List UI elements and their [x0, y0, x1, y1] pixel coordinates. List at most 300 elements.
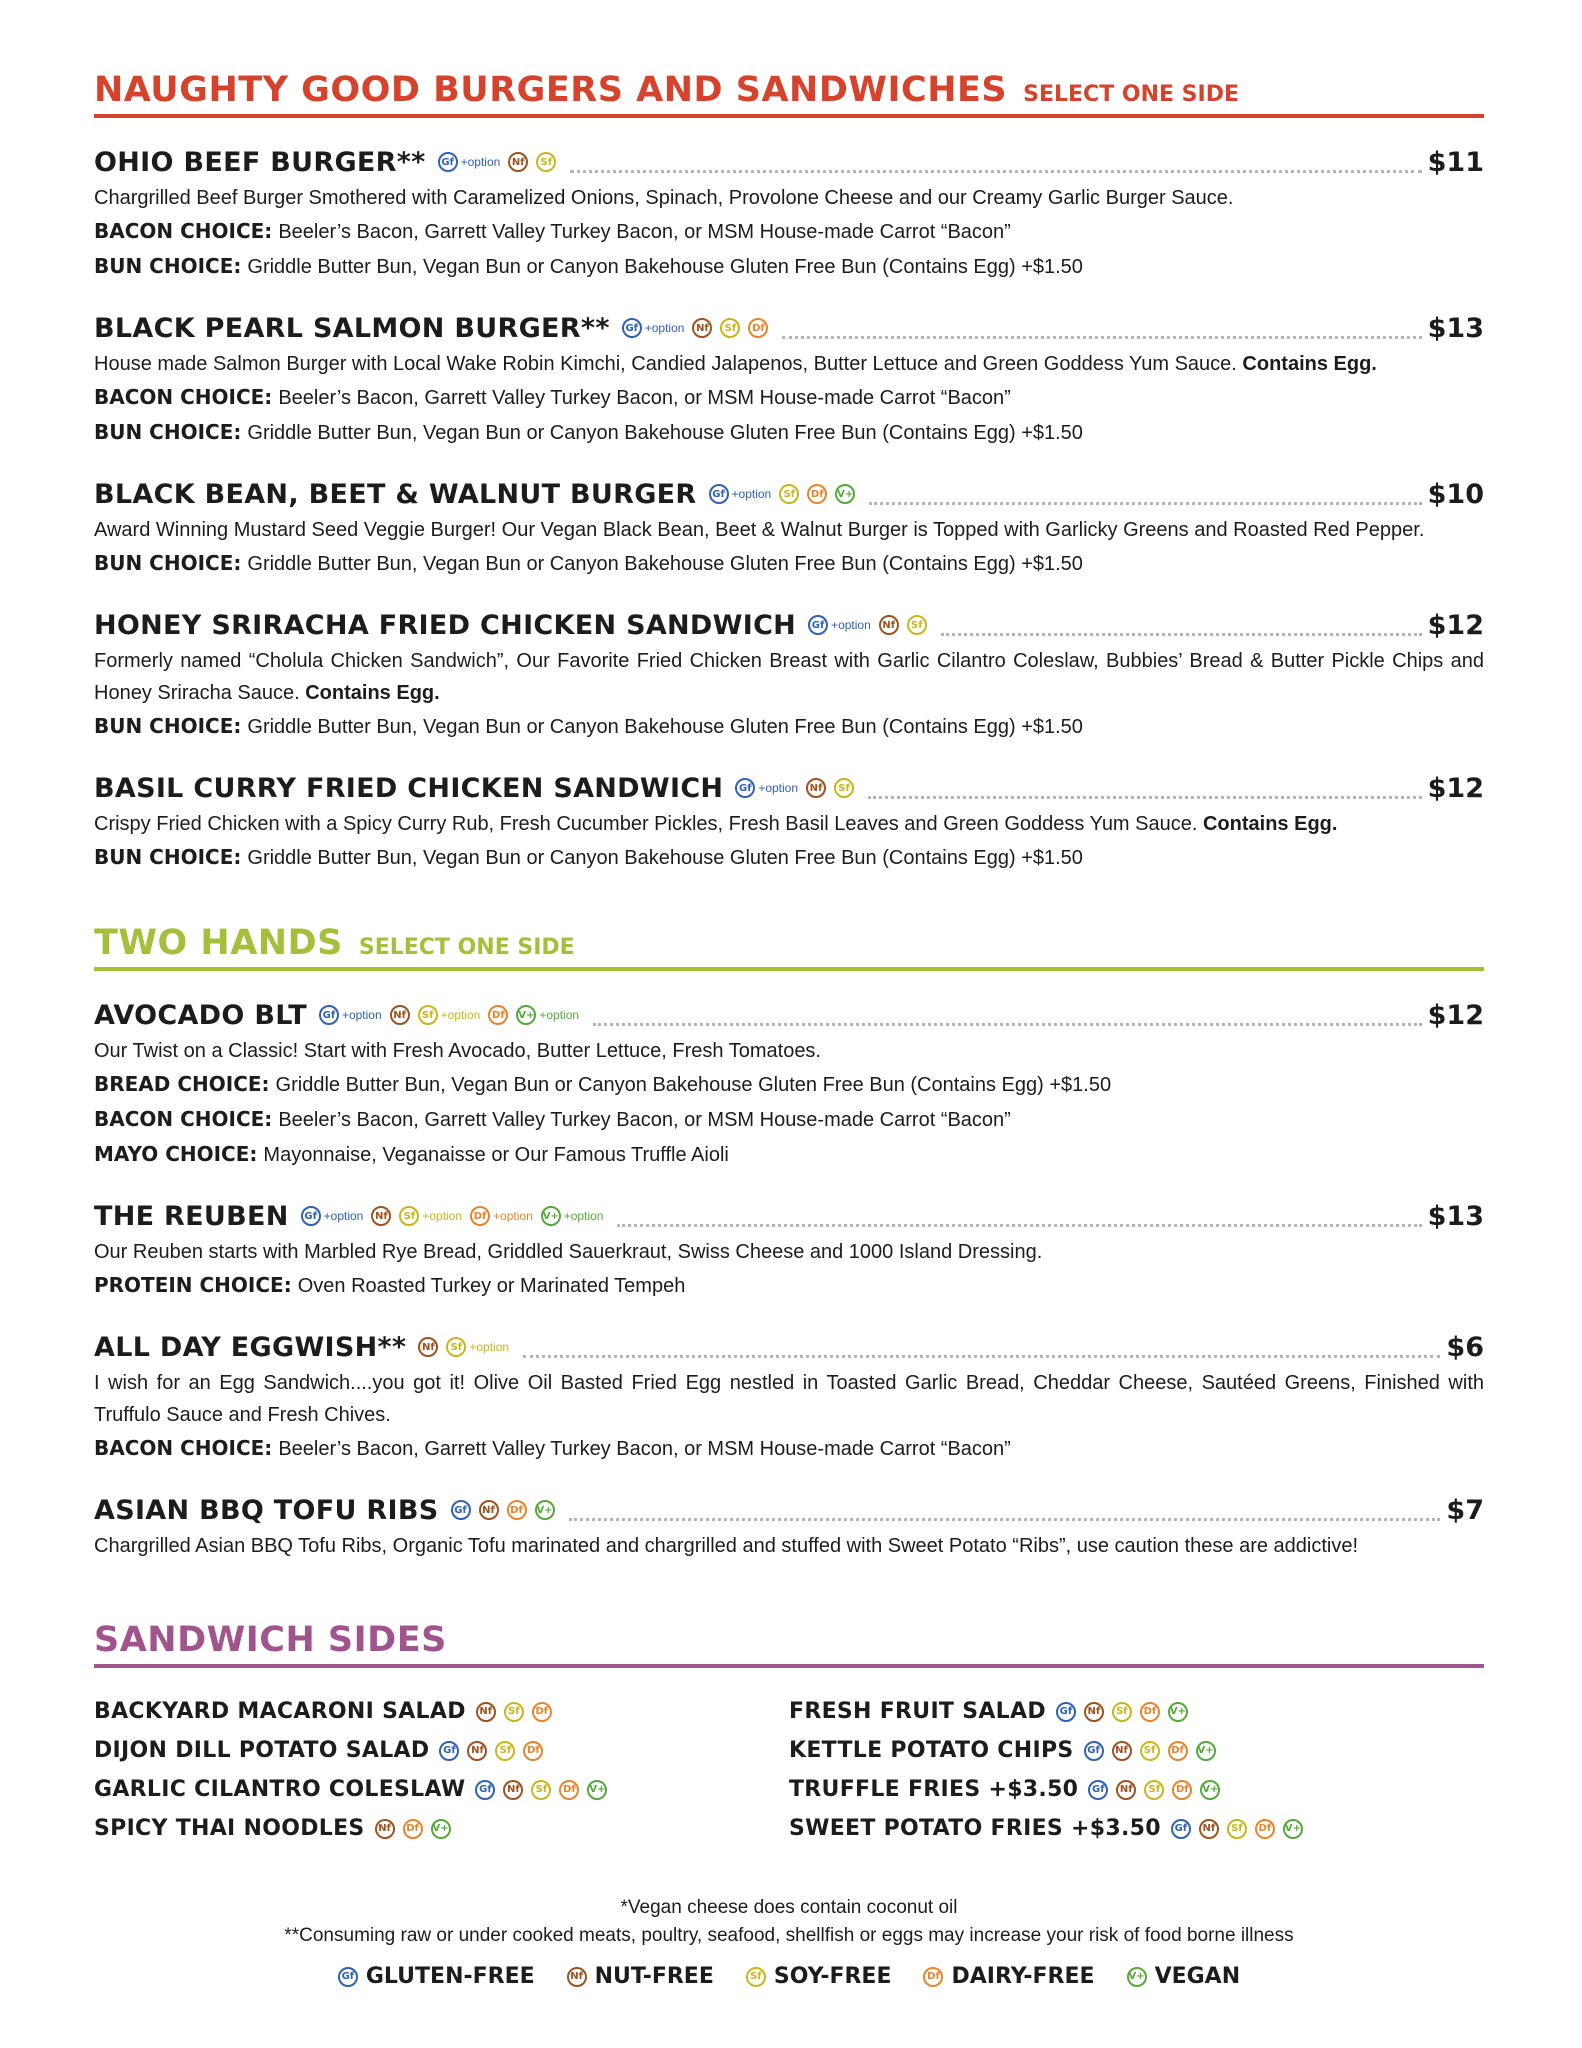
- option-note: +option: [323, 1209, 364, 1223]
- nut-free-icon: Nf: [479, 1500, 499, 1520]
- soy-free-icon: Sf: [1112, 1702, 1132, 1722]
- side-item: [789, 1731, 1484, 1770]
- item-price: $12: [1427, 772, 1484, 804]
- choice-label: BUN CHOICE:: [94, 420, 242, 444]
- dietary-tag: [438, 152, 501, 172]
- dairy-free-icon: Df: [532, 1702, 552, 1722]
- choice-row: [94, 840, 1484, 875]
- dietary-tag: [451, 1500, 471, 1520]
- vegan-icon: V+: [535, 1500, 555, 1520]
- option-note: +option: [440, 1008, 481, 1022]
- soy-free-icon: Sf: [834, 778, 854, 798]
- footnotes: [94, 1894, 1484, 1950]
- dietary-tag: [1172, 1780, 1192, 1800]
- description-text: Formerly named “Cholula Chicken Sandwich”, Our Favorite Fried Chicken Breast with Garlic Cilantro Coleslaw, Bubbies’ Bread & Butter Pickle Chips and Honey Sriracha Sauce.: [94, 650, 1484, 704]
- dietary-tag: [622, 318, 685, 338]
- section-header: [94, 70, 1484, 118]
- item-description: [94, 514, 1484, 546]
- dietary-tag: [1200, 1780, 1220, 1800]
- dietary-tag: [541, 1206, 604, 1226]
- dietary-tag: [1171, 1819, 1191, 1839]
- gluten-free-icon: Gf: [301, 1206, 321, 1226]
- choice-label: BACON CHOICE:: [94, 385, 273, 409]
- dairy-free-icon: Df: [1255, 1819, 1275, 1839]
- gluten-free-icon: Gf: [1084, 1741, 1104, 1761]
- legend-label: SOY-FREE: [773, 1964, 892, 1989]
- dietary-tag: [807, 484, 827, 504]
- dietary-tag: [587, 1780, 607, 1800]
- description-text: Chargrilled Asian BBQ Tofu Ribs, Organic Tofu marinated and chargrilled and stuffed with Sweet Potato “Ribs”, use caution these are addictive!: [94, 1535, 1359, 1557]
- gluten-free-icon: Gf: [1056, 1702, 1076, 1722]
- dairy-free-icon: Df: [748, 318, 768, 338]
- dietary-tag: [301, 1206, 364, 1226]
- side-name: TRUFFLE FRIES +$3.50: [789, 1777, 1079, 1802]
- dietary-tag: [1199, 1819, 1219, 1839]
- item-price: $13: [1427, 1200, 1484, 1232]
- dietary-tag: [507, 1500, 527, 1520]
- nut-free-icon: Nf: [1116, 1780, 1136, 1800]
- legend-item: [567, 1964, 714, 1989]
- vegan-icon: V+: [1127, 1967, 1147, 1987]
- choice-options: Oven Roasted Turkey or Marinated Tempeh: [297, 1275, 686, 1297]
- dietary-tag: [399, 1206, 462, 1226]
- gluten-free-icon: Gf: [438, 152, 458, 172]
- dietary-tags: [622, 318, 777, 338]
- dietary-tag: [418, 1337, 438, 1357]
- nut-free-icon: Nf: [567, 1967, 587, 1987]
- nut-free-icon: Nf: [806, 778, 826, 798]
- option-note: +option: [469, 1340, 510, 1354]
- item-price: $12: [1427, 999, 1484, 1031]
- dietary-tag: [1196, 1741, 1216, 1761]
- choice-options: Griddle Butter Bun, Vegan Bun or Canyon Bakehouse Gluten Free Bun (Contains Egg) +$1.50: [275, 1074, 1112, 1096]
- dietary-tag: [446, 1337, 509, 1357]
- dairy-free-icon: Df: [1168, 1741, 1188, 1761]
- nut-free-icon: Nf: [390, 1005, 410, 1025]
- choice-label: PROTEIN CHOICE:: [94, 1273, 292, 1297]
- dotted-leader: [868, 778, 1422, 799]
- menu-item: [94, 1490, 1484, 1562]
- option-note: +option: [341, 1008, 382, 1022]
- dietary-tags: [375, 1819, 459, 1839]
- dietary-tag: [508, 152, 528, 172]
- soy-free-icon: Sf: [531, 1780, 551, 1800]
- dietary-tag: [748, 318, 768, 338]
- option-note: +option: [831, 618, 871, 632]
- menu-item: [94, 308, 1484, 450]
- choice-options: Beeler’s Bacon, Garrett Valley Turkey Bacon, or MSM House-made Carrot “Bacon”: [278, 387, 1011, 409]
- dietary-tag: [390, 1005, 410, 1025]
- item-name: HONEY SRIRACHA FRIED CHICKEN SANDWICH: [94, 609, 797, 641]
- dietary-tag: [531, 1780, 551, 1800]
- dietary-tag: [523, 1741, 543, 1761]
- item-description: [94, 1530, 1484, 1562]
- nut-free-icon: Nf: [476, 1702, 496, 1722]
- soy-free-icon: Sf: [399, 1206, 419, 1226]
- dietary-tag: [1112, 1702, 1132, 1722]
- side-name: FRESH FRUIT SALAD: [789, 1699, 1046, 1724]
- nut-free-icon: Nf: [467, 1741, 487, 1761]
- item-description: [94, 182, 1484, 214]
- footnote-vegan-cheese: *Vegan cheese does contain coconut oil: [620, 1897, 958, 1918]
- nut-free-icon: Nf: [879, 615, 899, 635]
- dietary-tag: [735, 778, 798, 798]
- sides-grid: [94, 1692, 1484, 1848]
- choice-label: BUN CHOICE:: [94, 714, 242, 738]
- choice-options: Griddle Butter Bun, Vegan Bun or Canyon Bakehouse Gluten Free Bun (Contains Egg) +$1.50: [247, 716, 1083, 738]
- sides-section: [94, 1620, 1484, 1848]
- item-price: $13: [1427, 312, 1484, 344]
- soy-free-icon: Sf: [907, 615, 927, 635]
- dietary-tag: [907, 615, 927, 635]
- dotted-leader: [523, 1337, 1440, 1358]
- choice-options: Beeler’s Bacon, Garrett Valley Turkey Bacon, or MSM House-made Carrot “Bacon”: [278, 1438, 1011, 1460]
- choice-row: [94, 214, 1484, 249]
- dairy-free-icon: Df: [403, 1819, 423, 1839]
- soy-free-icon: Sf: [746, 1967, 766, 1987]
- dietary-tags: [1084, 1741, 1224, 1761]
- choice-label: BACON CHOICE:: [94, 1107, 273, 1131]
- dietary-tag: [403, 1819, 423, 1839]
- item-header: [94, 605, 1484, 645]
- dietary-tag: [535, 1500, 555, 1520]
- section-title: NAUGHTY GOOD BURGERS AND SANDWICHES: [94, 70, 1008, 110]
- dietary-tag: [1116, 1780, 1136, 1800]
- menu-item: [94, 474, 1484, 581]
- legend-label: NUT-FREE: [594, 1964, 714, 1989]
- choice-options: Beeler’s Bacon, Garrett Valley Turkey Bacon, or MSM House-made Carrot “Bacon”: [278, 1109, 1011, 1131]
- legend-item: [338, 1964, 535, 1989]
- legend-label: DAIRY-FREE: [951, 1964, 1095, 1989]
- dietary-tag: [806, 778, 826, 798]
- dietary-tag: [808, 615, 871, 635]
- choice-label: BUN CHOICE:: [94, 254, 242, 278]
- nut-free-icon: Nf: [371, 1206, 391, 1226]
- side-name: DIJON DILL POTATO SALAD: [94, 1738, 430, 1763]
- dairy-free-icon: Df: [488, 1005, 508, 1025]
- choice-label: BREAD CHOICE:: [94, 1072, 270, 1096]
- item-price: $11: [1427, 146, 1484, 178]
- side-name: BACKYARD MACARONI SALAD: [94, 1699, 466, 1724]
- menu-item: [94, 1196, 1484, 1303]
- dietary-tag: [834, 778, 854, 798]
- legend-label: VEGAN: [1154, 1964, 1241, 1989]
- footnote-raw-meat: **Consuming raw or under cooked meats, poultry, seafood, shellfish or eggs may increase your risk of food borne illness: [284, 1925, 1294, 1946]
- dotted-leader: [569, 1500, 1441, 1521]
- item-price: $7: [1446, 1494, 1484, 1526]
- allergen-note: Contains Egg.: [1242, 353, 1377, 375]
- gluten-free-icon: Gf: [709, 484, 729, 504]
- choice-row: [94, 249, 1484, 284]
- choice-options: Mayonnaise, Veganaisse or Our Famous Truffle Aioli: [263, 1144, 729, 1166]
- dietary-tag: [495, 1741, 515, 1761]
- dietary-tags: [1088, 1780, 1228, 1800]
- item-header: [94, 768, 1484, 808]
- sides-column-left: [94, 1692, 789, 1848]
- item-description: [94, 808, 1484, 840]
- option-note: +option: [539, 1008, 580, 1022]
- description-text: I wish for an Egg Sandwich....you got it! Olive Oil Basted Fried Egg nestled in Toasted Garlic Bread, Cheddar Cheese, Sautéed Greens, Finished with Truffulo Sauce and Fresh Chives.: [94, 1372, 1484, 1426]
- legend-label: GLUTEN-FREE: [365, 1964, 535, 1989]
- item-name: BASIL CURRY FRIED CHICKEN SANDWICH: [94, 772, 724, 804]
- gluten-free-icon: Gf: [622, 318, 642, 338]
- menu-section: [94, 923, 1484, 1562]
- dotted-leader: [617, 1206, 1421, 1227]
- choice-label: BUN CHOICE:: [94, 551, 242, 575]
- section-header: [94, 1620, 1484, 1668]
- item-header: [94, 474, 1484, 514]
- option-note: +option: [422, 1209, 463, 1223]
- dietary-tag: [692, 318, 712, 338]
- allergen-note: Contains Egg.: [1202, 813, 1338, 835]
- dotted-leader: [593, 1005, 1422, 1026]
- option-note: +option: [460, 155, 501, 169]
- gluten-free-icon: Gf: [319, 1005, 339, 1025]
- soy-free-icon: Sf: [1144, 1780, 1164, 1800]
- dietary-tag: [709, 484, 772, 504]
- dietary-tag: [532, 1702, 552, 1722]
- nut-free-icon: Nf: [418, 1337, 438, 1357]
- side-name: GARLIC CILANTRO COLESLAW: [94, 1777, 466, 1802]
- allergen-note: Contains Egg.: [305, 682, 440, 704]
- dietary-tag: [418, 1005, 481, 1025]
- dietary-tag: [879, 615, 899, 635]
- choice-row: [94, 380, 1484, 415]
- nut-free-icon: Nf: [692, 318, 712, 338]
- dietary-tag: [1168, 1702, 1188, 1722]
- dietary-tags: [451, 1500, 563, 1520]
- gluten-free-icon: Gf: [439, 1741, 459, 1761]
- dietary-tag: [503, 1780, 523, 1800]
- dairy-free-icon: Df: [807, 484, 827, 504]
- description-text: House made Salmon Burger with Local Wake Robin Kimchi, Candied Jalapenos, Butter Lettuce and Green Goddess Yum Sauce.: [94, 353, 1243, 375]
- menu-section: [94, 70, 1484, 875]
- dietary-tags: [709, 484, 864, 504]
- description-text: Our Twist on a Classic! Start with Fresh Avocado, Butter Lettuce, Fresh Tomatoes.: [94, 1040, 821, 1062]
- dietary-tags: [319, 1005, 587, 1025]
- gluten-free-icon: Gf: [1171, 1819, 1191, 1839]
- dietary-tag: [475, 1780, 495, 1800]
- menu-item: [94, 605, 1484, 744]
- item-description: [94, 1236, 1484, 1268]
- item-description: [94, 645, 1484, 709]
- dietary-tag: [375, 1819, 395, 1839]
- choice-label: BACON CHOICE:: [94, 1436, 273, 1460]
- dairy-free-icon: Df: [1172, 1780, 1192, 1800]
- side-name: KETTLE POTATO CHIPS: [789, 1738, 1074, 1763]
- menu-item: [94, 768, 1484, 875]
- soy-free-icon: Sf: [418, 1005, 438, 1025]
- section-header: [94, 923, 1484, 971]
- dairy-free-icon: Df: [559, 1780, 579, 1800]
- dotted-leader: [570, 152, 1421, 173]
- dairy-free-icon: Df: [923, 1967, 943, 1987]
- choice-row: [94, 1431, 1484, 1466]
- item-description: [94, 1035, 1484, 1067]
- dietary-tag: [479, 1500, 499, 1520]
- dietary-tag: [431, 1819, 451, 1839]
- dietary-tag: [1056, 1702, 1076, 1722]
- side-item: [789, 1770, 1484, 1809]
- soy-free-icon: Sf: [720, 318, 740, 338]
- dotted-leader: [782, 318, 1421, 339]
- option-note: +option: [493, 1209, 533, 1223]
- dairy-free-icon: Df: [523, 1741, 543, 1761]
- dietary-tag: [470, 1206, 533, 1226]
- choice-options: Griddle Butter Bun, Vegan Bun or Canyon Bakehouse Gluten Free Bun (Contains Egg) +$1.50: [247, 847, 1083, 869]
- side-item: [789, 1692, 1484, 1731]
- soy-free-icon: Sf: [779, 484, 799, 504]
- item-header: [94, 1490, 1484, 1530]
- dietary-tag: [476, 1702, 496, 1722]
- vegan-icon: V+: [587, 1780, 607, 1800]
- dietary-tag: [467, 1741, 487, 1761]
- dietary-tag: [439, 1741, 459, 1761]
- sides-column-right: [789, 1692, 1484, 1848]
- nut-free-icon: Nf: [503, 1780, 523, 1800]
- item-header: [94, 142, 1484, 182]
- dietary-tag: [1140, 1702, 1160, 1722]
- dietary-tag: [1144, 1780, 1164, 1800]
- vegan-icon: V+: [516, 1005, 536, 1025]
- side-item: [94, 1809, 789, 1848]
- item-name: ASIAN BBQ TOFU RIBS: [94, 1494, 439, 1526]
- dietary-tag: [1084, 1741, 1104, 1761]
- dietary-tag: [319, 1005, 382, 1025]
- description-text: Award Winning Mustard Seed Veggie Burger! Our Vegan Black Bean, Beet & Walnut Burger is Topped with Garlicky Greens and Roasted Red Pepper.: [94, 519, 1425, 541]
- choice-row: [94, 546, 1484, 581]
- item-name: THE REUBEN: [94, 1200, 289, 1232]
- menu-page: [94, 70, 1484, 1989]
- dietary-tag: [536, 152, 556, 172]
- choice-options: Griddle Butter Bun, Vegan Bun or Canyon Bakehouse Gluten Free Bun (Contains Egg) +$1.50: [247, 256, 1083, 278]
- item-description: [94, 348, 1484, 380]
- dietary-tags: [476, 1702, 560, 1722]
- nut-free-icon: Nf: [1112, 1741, 1132, 1761]
- dietary-tag: [835, 484, 855, 504]
- dietary-tags: [475, 1780, 615, 1800]
- gluten-free-icon: Gf: [451, 1500, 471, 1520]
- option-note: +option: [644, 321, 685, 335]
- vegan-icon: V+: [1200, 1780, 1220, 1800]
- legend-item: [1127, 1964, 1241, 1989]
- soy-free-icon: Sf: [1140, 1741, 1160, 1761]
- item-name: OHIO BEEF BURGER**: [94, 146, 426, 178]
- item-price: $12: [1427, 609, 1484, 641]
- side-item: [789, 1809, 1484, 1848]
- description-text: Crispy Fried Chicken with a Spicy Curry Rub, Fresh Cucumber Pickles, Fresh Basil Leaves and Green Goddess Yum Sauce.: [94, 813, 1203, 835]
- choice-label: BACON CHOICE:: [94, 219, 273, 243]
- dotted-leader: [869, 484, 1421, 505]
- dietary-tag: [1088, 1780, 1108, 1800]
- dietary-tag: [1140, 1741, 1160, 1761]
- item-price: $10: [1427, 478, 1484, 510]
- item-header: [94, 1327, 1484, 1367]
- item-name: BLACK PEARL SALMON BURGER**: [94, 312, 610, 344]
- item-header: [94, 1196, 1484, 1236]
- dietary-tag: [504, 1702, 524, 1722]
- dietary-tags: [301, 1206, 612, 1226]
- soy-free-icon: Sf: [536, 152, 556, 172]
- choice-label: MAYO CHOICE:: [94, 1142, 258, 1166]
- soy-free-icon: Sf: [495, 1741, 515, 1761]
- dietary-tag: [1283, 1819, 1303, 1839]
- nut-free-icon: Nf: [1199, 1819, 1219, 1839]
- dietary-tag: [488, 1005, 508, 1025]
- dietary-tags: [1056, 1702, 1196, 1722]
- dietary-tag: [1227, 1819, 1247, 1839]
- section-title: TWO HANDS: [94, 923, 343, 963]
- dairy-free-icon: Df: [1140, 1702, 1160, 1722]
- dietary-tag: [1112, 1741, 1132, 1761]
- dietary-tag: [559, 1780, 579, 1800]
- dietary-tag: [1084, 1702, 1104, 1722]
- dietary-tags: [1171, 1819, 1311, 1839]
- dietary-tag: [371, 1206, 391, 1226]
- soy-free-icon: Sf: [1227, 1819, 1247, 1839]
- gluten-free-icon: Gf: [735, 778, 755, 798]
- gluten-free-icon: Gf: [475, 1780, 495, 1800]
- choice-options: Beeler’s Bacon, Garrett Valley Turkey Bacon, or MSM House-made Carrot “Bacon”: [278, 221, 1011, 243]
- choice-options: Griddle Butter Bun, Vegan Bun or Canyon Bakehouse Gluten Free Bun (Contains Egg) +$1.50: [247, 422, 1083, 444]
- option-note: +option: [731, 487, 772, 501]
- choice-options: Griddle Butter Bun, Vegan Bun or Canyon Bakehouse Gluten Free Bun (Contains Egg) +$1.50: [247, 553, 1083, 575]
- side-item: [94, 1731, 789, 1770]
- dietary-tag: [1168, 1741, 1188, 1761]
- section-subtitle: SELECT ONE SIDE: [358, 935, 575, 960]
- description-text: Chargrilled Beef Burger Smothered with Caramelized Onions, Spinach, Provolone Cheese and our Creamy Garlic Burger Sauce.: [94, 187, 1234, 209]
- menu-item: [94, 1327, 1484, 1466]
- legend-item: [923, 1964, 1094, 1989]
- description-text: Our Reuben starts with Marbled Rye Bread, Griddled Sauerkraut, Swiss Cheese and 1000 Island Dressing.: [94, 1241, 1043, 1263]
- item-header: [94, 995, 1484, 1035]
- dietary-tags: [438, 152, 565, 172]
- menu-sections: [94, 70, 1484, 1562]
- vegan-icon: V+: [1196, 1741, 1216, 1761]
- choice-row: [94, 1102, 1484, 1137]
- vegan-icon: V+: [1168, 1702, 1188, 1722]
- side-name: SPICY THAI NOODLES: [94, 1816, 365, 1841]
- dietary-tag: [516, 1005, 579, 1025]
- section-title: SANDWICH SIDES: [94, 1620, 447, 1660]
- soy-free-icon: Sf: [504, 1702, 524, 1722]
- menu-item: [94, 142, 1484, 284]
- choice-label: BUN CHOICE:: [94, 845, 242, 869]
- choice-row: [94, 415, 1484, 450]
- dietary-tags: [418, 1337, 517, 1357]
- dietary-legend: [94, 1964, 1484, 1989]
- option-note: +option: [563, 1209, 604, 1223]
- menu-item: [94, 995, 1484, 1172]
- vegan-icon: V+: [835, 484, 855, 504]
- side-item: [94, 1770, 789, 1809]
- option-note: +option: [758, 781, 799, 795]
- dietary-tag: [779, 484, 799, 504]
- dairy-free-icon: Df: [507, 1500, 527, 1520]
- legend-item: [746, 1964, 892, 1989]
- gluten-free-icon: Gf: [1088, 1780, 1108, 1800]
- choice-row: [94, 709, 1484, 744]
- item-header: [94, 308, 1484, 348]
- dairy-free-icon: Df: [470, 1206, 490, 1226]
- soy-free-icon: Sf: [446, 1337, 466, 1357]
- vegan-icon: V+: [431, 1819, 451, 1839]
- item-name: ALL DAY EGGWISH**: [94, 1331, 407, 1363]
- nut-free-icon: Nf: [375, 1819, 395, 1839]
- item-name: AVOCADO BLT: [94, 999, 307, 1031]
- choice-row: [94, 1067, 1484, 1102]
- vegan-icon: V+: [541, 1206, 561, 1226]
